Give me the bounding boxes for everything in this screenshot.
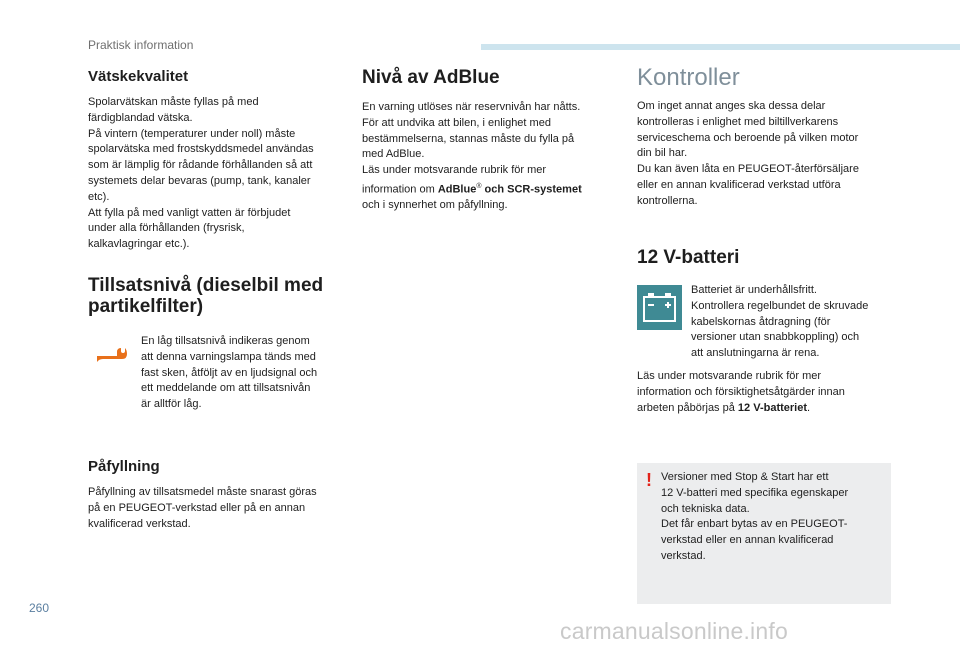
watermark: carmanualsonline.info bbox=[560, 618, 788, 644]
kontroller-body: Om inget annat anges ska dessa delar kontrolleras i enlighet med biltillverkarens serviceschema och beroende på vilken motor din bil har. Du kan även låta en PEUGEOT-återförsäljare eller en annan kvalificerad verkstad utföra kontrollerna. bbox=[637, 100, 859, 207]
page-number: 260 bbox=[29, 601, 50, 615]
adblue-reference: information om AdBlue® och SCR-systemet bbox=[362, 182, 582, 196]
header-bar bbox=[481, 44, 960, 50]
vatskekvalitet-body: Spolarvätskan måste fyllas på med färdigblandad vätska. På vintern (temperaturer under noll) måste spolarvätska med frostskyddsmedel användas som är lämplig för rådande förhållanden så att systemets delar bevaras (pump, tank, kanaler etc). Att fylla på med vanligt vatten är förbjudet under alla förhållanden (frysrisk, kalkavlagringar etc.). bbox=[88, 96, 314, 251]
battery-icon bbox=[637, 285, 682, 330]
wrench-icon bbox=[95, 344, 128, 364]
heading-tillsatsniva: Tillsatsnivå (dieselbil med partikelfilter) bbox=[88, 275, 324, 317]
adblue-reference-end: och i synnerhet om påfyllning. bbox=[362, 199, 508, 212]
tillsatsniva-body: En låg tillsatsnivå indikeras genom att denna varningslampa tänds med fast sken, åtföljt av en ljudsignal och ett meddelande om att tillsatsnivån är alltför låg. bbox=[141, 335, 318, 411]
heading-adblue: Nivå av AdBlue bbox=[362, 67, 500, 88]
warning-body: Versioner med Stop & Start har ett 12 V-batteri med specifika egenskaper och tekniska data. Det får enbart bytas av en PEUGEOT- verkstad eller en annan kvalificerad verkstad. bbox=[661, 471, 849, 562]
heading-kontroller: Kontroller bbox=[637, 64, 740, 91]
heading-pafyllning: Påfyllning bbox=[88, 458, 160, 475]
batteri-body: Batteriet är underhållsfritt. Kontrollera regelbundet de skruvade kabelskornas åtdragning (för versioner utan snabbkoppling) och att anslutningarna är rena. bbox=[691, 284, 869, 360]
warning-exclamation-icon: ! bbox=[646, 470, 652, 490]
adblue-body: En varning utlöses när reservnivån har nåtts. För att undvika att bilen, i enlighet med bestämmelserna, stannas måste du fylla på med AdBlue. Läs under motsvarande rubrik för mer bbox=[362, 101, 581, 177]
batteri-reference: Läs under motsvarande rubrik för mer information och försiktighetsåtgärder innan arbeten påbörjas på 12 V-batteriet. bbox=[637, 370, 845, 414]
heading-vatskekvalitet: Vätskekvalitet bbox=[88, 68, 189, 85]
heading-batteri: 12 V-batteri bbox=[637, 247, 740, 268]
pafyllning-body: Påfyllning av tillsatsmedel måste snarast göras på en PEUGEOT-verkstad eller på en annan kvalificerad verkstad. bbox=[88, 486, 317, 530]
section-label: Praktisk information bbox=[88, 38, 194, 52]
